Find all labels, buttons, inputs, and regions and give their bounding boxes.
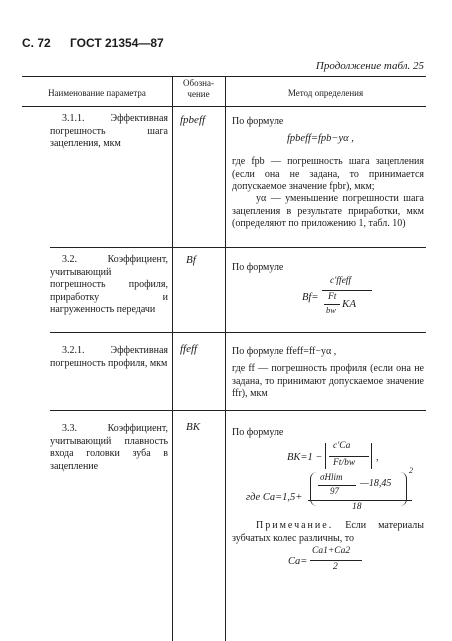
row-3-2-formula-numerator: c′ffeff (330, 276, 352, 286)
row-3-1-1-note-2: yα — уменьшение погрешности шага зацепления в результате приработки, мкм (определяют по приложению 1, табл. 10) (232, 193, 424, 229)
note-label: Примечание. (256, 520, 334, 531)
row-separator-1 (50, 247, 426, 248)
row-3-2-symbol: Bf (186, 254, 196, 266)
note-text: Если материалы зубчатых колес различны, то (232, 520, 424, 544)
row-3-2-formula-tail: KA (342, 298, 357, 310)
row-3-2-1-note-1: где ff — погрешность профиля (если она не задана, то принимают допускаемое значение ffr), мкм (232, 363, 424, 399)
header-method: Метод определения (287, 88, 364, 98)
row-3-1-1-note-1: где fpb — погрешность шага зацепления (если она не задана, то принимается допускаемое значение fpbr), мкм; (232, 156, 424, 192)
row-3-1-1-param: 3.1.1. Эффективная погрешность шага зацепления, мкм (50, 113, 168, 149)
row-3-3-avg-numerator: Ca1+Ca2 (312, 546, 351, 556)
row-3-1-1-method-intro: По формуле (232, 116, 284, 127)
row-3-3-ca-inner-rest: —18,45 (360, 478, 392, 489)
row-3-3-ca-inner-numerator: σHlim (320, 472, 343, 482)
row-3-3-symbol: BK (186, 421, 201, 433)
row-3-3-param: 3.3. Коэффициент, учитывающий плавность входа головки зуба в зацепление (50, 423, 168, 472)
table-top-rule (22, 76, 426, 77)
row-3-3-bk-fraction-bar (329, 456, 369, 457)
table-header-rule (22, 106, 426, 107)
row-3-2-method-intro: По формуле (232, 262, 284, 273)
row-3-1-1-symbol: fpbeff (180, 114, 206, 126)
header-symbol: Обозна- чение (183, 78, 214, 99)
standard-number: ГОСТ 21354—87 (70, 36, 164, 50)
row-separator-2 (50, 332, 426, 333)
row-3-2-fraction-bar (322, 290, 372, 291)
row-3-3-bk-comma: , (376, 452, 379, 463)
row-3-2-formula-lhs: Bf= (302, 292, 319, 303)
row-3-2-1-param: 3.2.1. Эффективная погрешность профиля, мкм (50, 345, 168, 369)
row-3-3-avg-lhs: Ca= (288, 556, 308, 567)
continuation-label: Продолжение табл. 25 (315, 60, 424, 72)
row-3-3-ca-outer-denominator: 18 (352, 502, 362, 512)
row-3-3-ca-exponent: 2 (409, 466, 413, 475)
row-3-3-bk-lhs: BK=1 − (287, 452, 323, 463)
row-3-2-formula-den-den: bw (326, 305, 336, 315)
row-3-3-ca-inner-denominator: 97 (330, 486, 339, 496)
row-3-3-avg-bar (310, 560, 362, 561)
row-3-3-method-intro: По формуле (232, 427, 284, 438)
row-3-3-bk-bracket-right (371, 443, 374, 469)
row-3-1-1-formula: fpbeff=fpb−yα , (287, 133, 354, 144)
row-3-2-1-symbol: ffeff (180, 343, 198, 355)
row-3-3-bk-bracket-left (325, 443, 328, 469)
row-3-3-ca-outer-bar (308, 500, 412, 501)
col-divider-2 (225, 76, 226, 641)
row-3-3-ca-lhs: где Ca=1,5+ (246, 492, 303, 503)
row-3-3-note (232, 520, 424, 545)
col-divider-1 (172, 76, 173, 641)
page-number: С. 72 (22, 36, 51, 50)
row-3-2-1-method-intro: По формуле ffeff=ff−yα , (232, 346, 337, 357)
header-param: Наименование параметра (48, 88, 146, 98)
row-separator-3 (50, 410, 426, 411)
row-3-2-formula-den-num: Ft (328, 292, 337, 302)
row-3-3-bk-numerator: c′Ca (333, 441, 351, 451)
row-3-3-avg-denominator: 2 (333, 562, 338, 572)
row-3-3-bk-denominator: Ft/bw (333, 458, 356, 468)
row-3-2-param: 3.2. Коэффициент, учитывающий погрешность профиля, приработку и нагруженность передачи (50, 254, 168, 315)
